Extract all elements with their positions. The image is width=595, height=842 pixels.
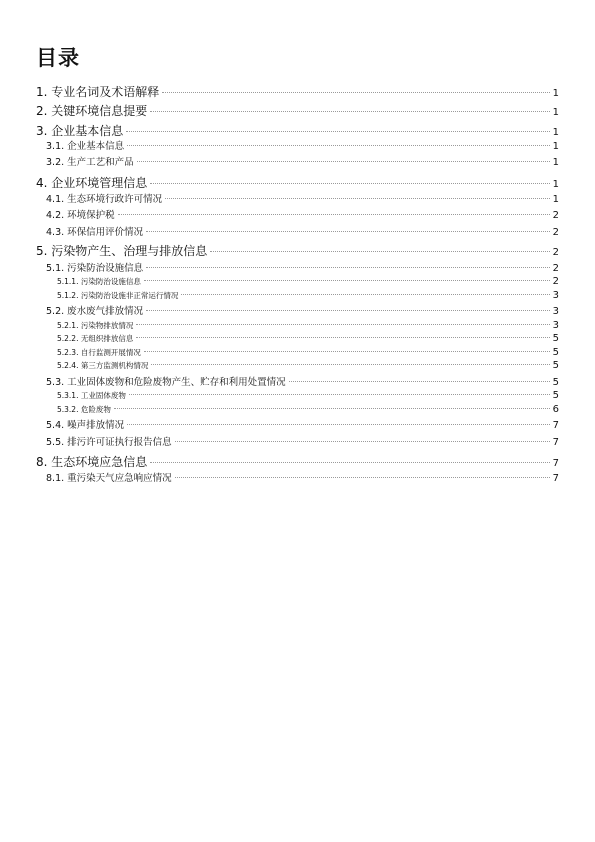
toc-entry-label: 4.3. 环保信用评价情况: [46, 227, 144, 238]
dot-leader: [136, 324, 549, 325]
toc-entry[interactable]: [36, 454, 559, 472]
toc-entry-page-number: 1: [552, 141, 559, 152]
toc-entry-label: 8.1. 重污染天气应急响应情况: [46, 473, 172, 484]
dot-leader: [126, 131, 549, 132]
toc-entry-label: 5.3.2. 危险废物: [57, 405, 111, 414]
toc-entry-page-number: 6: [552, 404, 559, 415]
toc-entry-page-number: 7: [552, 473, 559, 484]
toc-entry-page-number: 1: [552, 179, 559, 190]
toc-entry-page-number: 1: [552, 194, 559, 205]
toc-entry-label: 5.2.2. 无组织排放信息: [57, 334, 134, 343]
dot-leader: [127, 424, 549, 425]
dot-leader: [210, 251, 549, 252]
toc-entry-page-number: 3: [552, 306, 559, 317]
toc-entry[interactable]: [57, 290, 559, 301]
toc-entry-label: 5.1.2. 污染防治设施非正常运行情况: [57, 291, 179, 300]
dot-leader: [165, 198, 549, 199]
toc-entry[interactable]: [57, 404, 559, 415]
dot-leader: [162, 92, 549, 93]
toc-entry-page-number: 5: [552, 360, 559, 371]
toc-entry[interactable]: [46, 305, 559, 318]
toc-entry-label: 3. 企业基本信息: [36, 124, 124, 138]
toc-entry-page-number: 7: [552, 458, 559, 469]
dot-leader: [151, 364, 549, 365]
toc-entry-label: 3.2. 生产工艺和产品: [46, 157, 134, 168]
toc-entry[interactable]: [57, 320, 559, 331]
dot-leader: [144, 280, 550, 281]
dot-leader: [150, 462, 549, 463]
toc-entry[interactable]: [57, 333, 559, 344]
dot-leader: [181, 294, 549, 295]
toc-entry[interactable]: [46, 140, 559, 153]
toc-entry[interactable]: [46, 262, 559, 275]
toc-entry[interactable]: [36, 175, 559, 193]
dot-leader: [127, 145, 549, 146]
toc-entry-label: 5. 污染物产生、治理与排放信息: [36, 244, 208, 258]
dot-leader: [114, 408, 550, 409]
toc-entry-label: 4. 企业环境管理信息: [36, 176, 148, 190]
toc-entry-page-number: 1: [552, 157, 559, 168]
toc-entry-label: 5.3. 工业固体废物和危险废物产生、贮存和利用处置情况: [46, 377, 286, 388]
toc-entry-label: 2. 关键环境信息提要: [36, 104, 148, 118]
toc-entry-page-number: 5: [552, 390, 559, 401]
toc-entry[interactable]: [36, 243, 559, 261]
toc-entry-label: 5.2. 废水废气排放情况: [46, 306, 144, 317]
toc-entry[interactable]: [46, 376, 559, 389]
dot-leader: [150, 111, 549, 112]
dot-leader: [146, 310, 549, 311]
toc-entry-page-number: 1: [552, 127, 559, 138]
toc-entry-label: 1. 专业名词及术语解释: [36, 85, 160, 99]
toc-entry[interactable]: [46, 419, 559, 432]
toc-entry-page-number: 2: [552, 276, 559, 287]
toc-entry-page-number: 1: [552, 107, 559, 118]
toc-entry-page-number: 2: [552, 210, 559, 221]
dot-leader: [150, 183, 549, 184]
dot-leader: [118, 214, 550, 215]
toc-entry[interactable]: [36, 84, 559, 102]
toc-entry-label: 5.4. 噪声排放情况: [46, 420, 125, 431]
toc-entry-label: 4.2. 环境保护税: [46, 210, 115, 221]
toc-entry-page-number: 5: [552, 347, 559, 358]
toc-entry-page-number: 5: [552, 377, 559, 388]
toc-entry[interactable]: [57, 390, 559, 401]
toc-entry-page-number: 2: [552, 247, 559, 258]
dot-leader: [146, 267, 549, 268]
toc-entry-page-number: 7: [552, 437, 559, 448]
toc-entry[interactable]: [46, 209, 559, 222]
toc-entry-label: 4.1. 生态环境行政许可情况: [46, 194, 163, 205]
dot-leader: [175, 441, 550, 442]
dot-leader: [146, 231, 549, 232]
dot-leader: [175, 477, 550, 478]
toc-entry-label: 5.1. 污染防治设施信息: [46, 263, 144, 274]
toc-entry[interactable]: [57, 360, 559, 371]
toc-entry[interactable]: [46, 156, 559, 169]
toc-entry-label: 3.1. 企业基本信息: [46, 141, 125, 152]
toc-entry-label: 5.5. 排污许可证执行报告信息: [46, 437, 172, 448]
dot-leader: [129, 394, 550, 395]
toc-entry-label: 5.2.3. 自行监测开展情况: [57, 348, 141, 357]
toc-entry-label: 8. 生态环境应急信息: [36, 455, 148, 469]
toc-entry-page-number: 2: [552, 263, 559, 274]
toc-entry[interactable]: [46, 472, 559, 485]
dot-leader: [144, 351, 550, 352]
dot-leader: [136, 337, 549, 338]
toc-entry-page-number: 3: [552, 320, 559, 331]
toc-entry-page-number: 5: [552, 333, 559, 344]
dot-leader: [137, 161, 550, 162]
dot-leader: [289, 381, 550, 382]
toc-entry[interactable]: [46, 226, 559, 239]
toc-entry-label: 5.1.1. 污染防治设施信息: [57, 277, 141, 286]
toc-entry[interactable]: [46, 193, 559, 206]
toc-entry-page-number: 1: [552, 88, 559, 99]
toc-title: 目录: [36, 46, 80, 70]
toc-entry[interactable]: [57, 276, 559, 287]
toc-entry-page-number: 7: [552, 420, 559, 431]
toc-entry[interactable]: [46, 436, 559, 449]
toc-entry-page-number: 2: [552, 227, 559, 238]
toc-entry-label: 5.2.1. 污染物排放情况: [57, 321, 134, 330]
toc-entry[interactable]: [36, 103, 559, 121]
toc-entry[interactable]: [36, 123, 559, 141]
toc-entry[interactable]: [57, 347, 559, 358]
toc-entry-label: 5.2.4. 第三方监测机构情况: [57, 361, 149, 370]
toc-entry-page-number: 3: [552, 290, 559, 301]
toc-entry-label: 5.3.1. 工业固体废物: [57, 391, 126, 400]
